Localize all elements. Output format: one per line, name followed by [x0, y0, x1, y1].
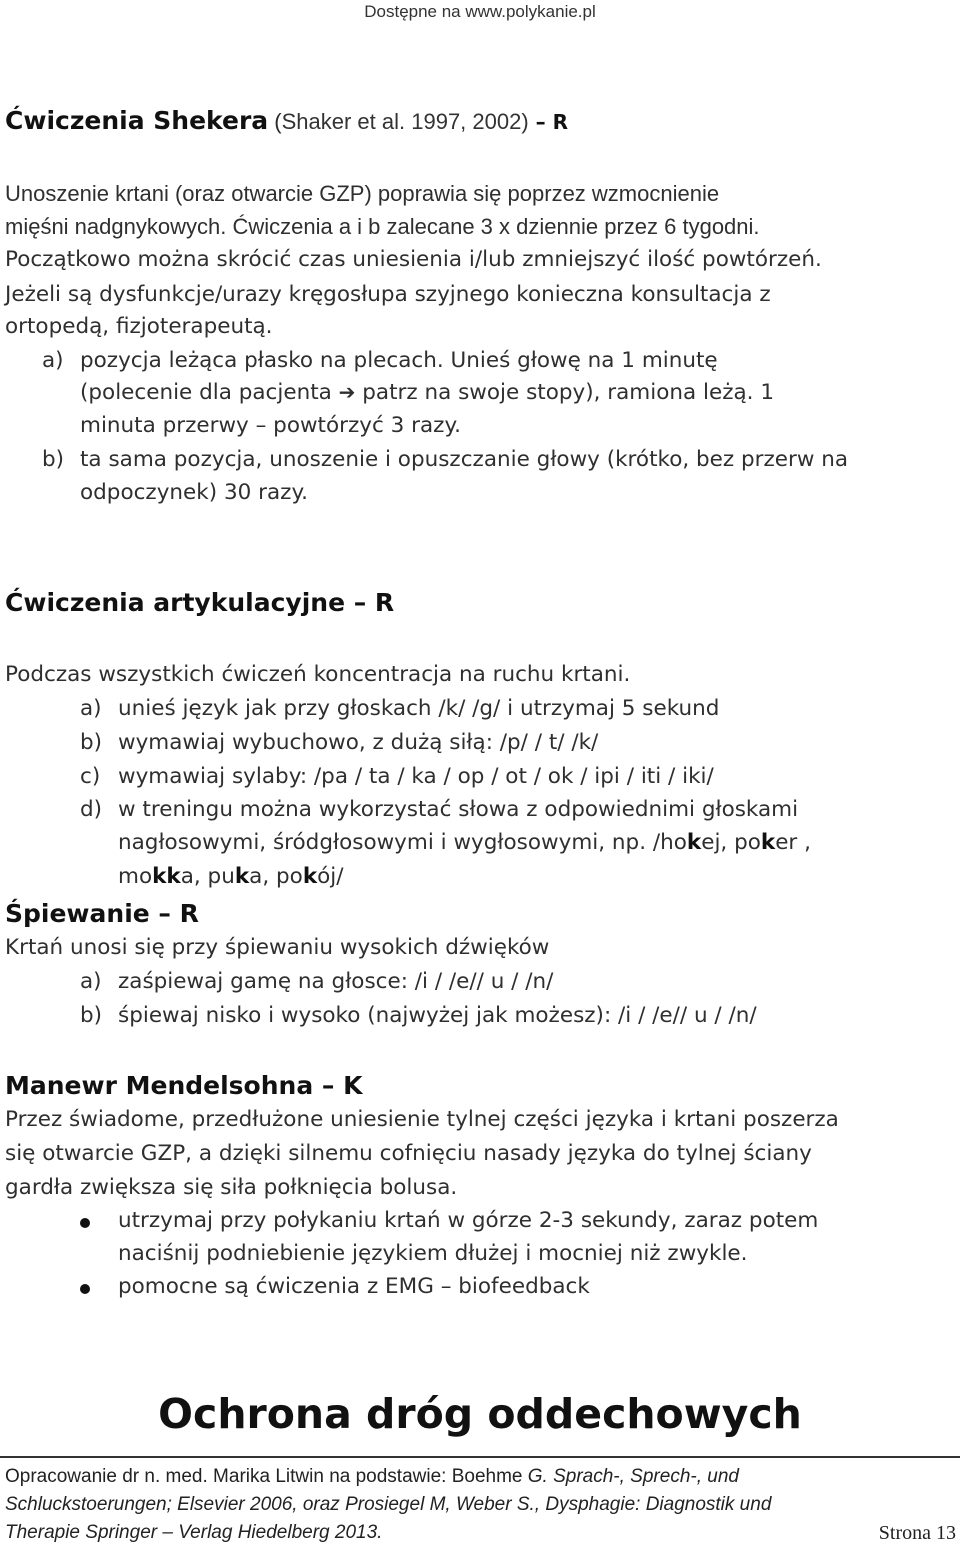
mendelsohn-paragraph-line: Przez świadome, przedłużone uniesienie tylnej części języka i krtani poszerza [5, 1107, 839, 1132]
shaker-citation-open: ( [268, 109, 282, 134]
shaker-citation: Shaker et al. 1997, 2002) [281, 109, 529, 134]
item-marker: a) [42, 348, 64, 373]
mendelsohn-title: Manewr Mendelsohna – K [5, 1071, 363, 1100]
bullet-icon [80, 1218, 90, 1228]
list-item-continued: nagłosowymi, śródgłosowymi i wygłosowymi, np. /hokej, poker , [118, 830, 811, 855]
articulation-intro: Podczas wszystkich ćwiczeń koncentracja na ruchu krtani. [5, 662, 631, 687]
shaker-item-a-continued: minuta przerwy – powtórzyć 3 razy. [80, 413, 461, 438]
item-marker: b) [42, 447, 65, 472]
list-item: d) w treningu można wykorzystać słowa z odpowiednimi głoskami [80, 797, 799, 822]
mendelsohn-paragraph-line: gardła zwiększa się siła połknięcia bolusa. [5, 1175, 458, 1200]
list-item-continued: mokka, puka, pokój/ [118, 864, 344, 889]
shaker-item-b [42, 447, 848, 472]
list-item: b) wymawiaj wybuchowo, z dużą siłą: /p/ / t/ /k/ [80, 730, 599, 755]
list-item: a) zaśpiewaj gamę na głosce: /i / /e// u / /n/ [80, 969, 554, 994]
footer-divider [0, 1456, 960, 1458]
list-item: b) śpiewaj nisko i wysoko (najwyżej jak możesz): /i / /e// u / /n/ [80, 1003, 757, 1028]
shaker-paragraph-line: Unoszenie krtani (oraz otwarcie GZP) poprawia się poprzez wzmocnienie [5, 181, 720, 206]
page-number: Strona 13 [878, 1522, 956, 1544]
header-site-url: Dostępne na www.polykanie.pl [364, 2, 596, 21]
next-section-title: Ochrona dróg oddechowych [158, 1390, 802, 1438]
shaker-paragraph-line: mięśni nadgnykowych. Ćwiczenia a i b zalecane 3 x dziennie przez 6 tygodni. [5, 214, 760, 239]
singing-title: Śpiewanie – R [5, 899, 199, 928]
bullet-item: utrzymaj przy połykaniu krtań w górze 2-3 sekundy, zaraz potem [118, 1208, 819, 1233]
shaker-item-b-continued: odpoczynek) 30 razy. [80, 480, 308, 505]
footer-line: Therapie Springer – Verlag Hiedelberg 2013. [5, 1522, 383, 1543]
shaker-paragraph-line: Jeżeli są dysfunkcje/urazy kręgosłupa szyjnego konieczna konsultacja z [5, 282, 771, 307]
shaker-item-a-continued: (polecenie dla pacjenta ➔ patrz na swoje stopy), ramiona leżą. 1 [80, 380, 775, 405]
list-item: c) wymawiaj sylaby: /pa / ta / ka / op / ot / ok / ipi / iti / iki/ [80, 764, 714, 789]
footer-line: Opracowanie dr n. med. Marika Litwin na podstawie: Boehme G. Sprach-, Sprech-, und [5, 1466, 739, 1487]
footer-line: Schluckstoerungen; Elsevier 2006, oraz Prosiegel M, Weber S., Dysphagie: Diagnostik und [5, 1494, 772, 1515]
shaker-heading [5, 106, 568, 135]
mendelsohn-paragraph-line: się otwarcie GZP, a dzięki silnemu cofnięciu nasady języka do tylnej ściany [5, 1141, 812, 1166]
shaker-title: Ćwiczenia Shekera [5, 106, 269, 135]
item-text: ta sama pozycja, unoszenie i opuszczanie głowy (krótko, bez przerw na [80, 447, 849, 472]
shaker-paragraph-line: ortopedą, fizjoterapeutą. [5, 314, 273, 339]
singing-intro: Krtań unosi się przy śpiewaniu wysokich dźwięków [5, 935, 550, 960]
item-text: pozycja leżąca płasko na plecach. Unieś głowę na 1 minutę [80, 348, 718, 373]
shaker-item-a [42, 348, 718, 373]
bullet-item-continued: naciśnij podniebienie językiem dłużej i mocniej niż zwykle. [118, 1241, 748, 1266]
right-arrow-icon: ➔ [338, 380, 356, 404]
shaker-grade: – R [528, 110, 568, 134]
bullet-item: pomocne są ćwiczenia z EMG – biofeedback [118, 1274, 590, 1299]
shaker-paragraph-line: Początkowo można skrócić czas uniesienia i/lub zmniejszyć ilość powtórzeń. [5, 247, 822, 272]
articulation-title: Ćwiczenia artykulacyjne – R [5, 588, 395, 617]
bullet-icon [80, 1284, 90, 1294]
list-item: a) unieś język jak przy głoskach /k/ /g/ i utrzymaj 5 sekund [80, 696, 720, 721]
